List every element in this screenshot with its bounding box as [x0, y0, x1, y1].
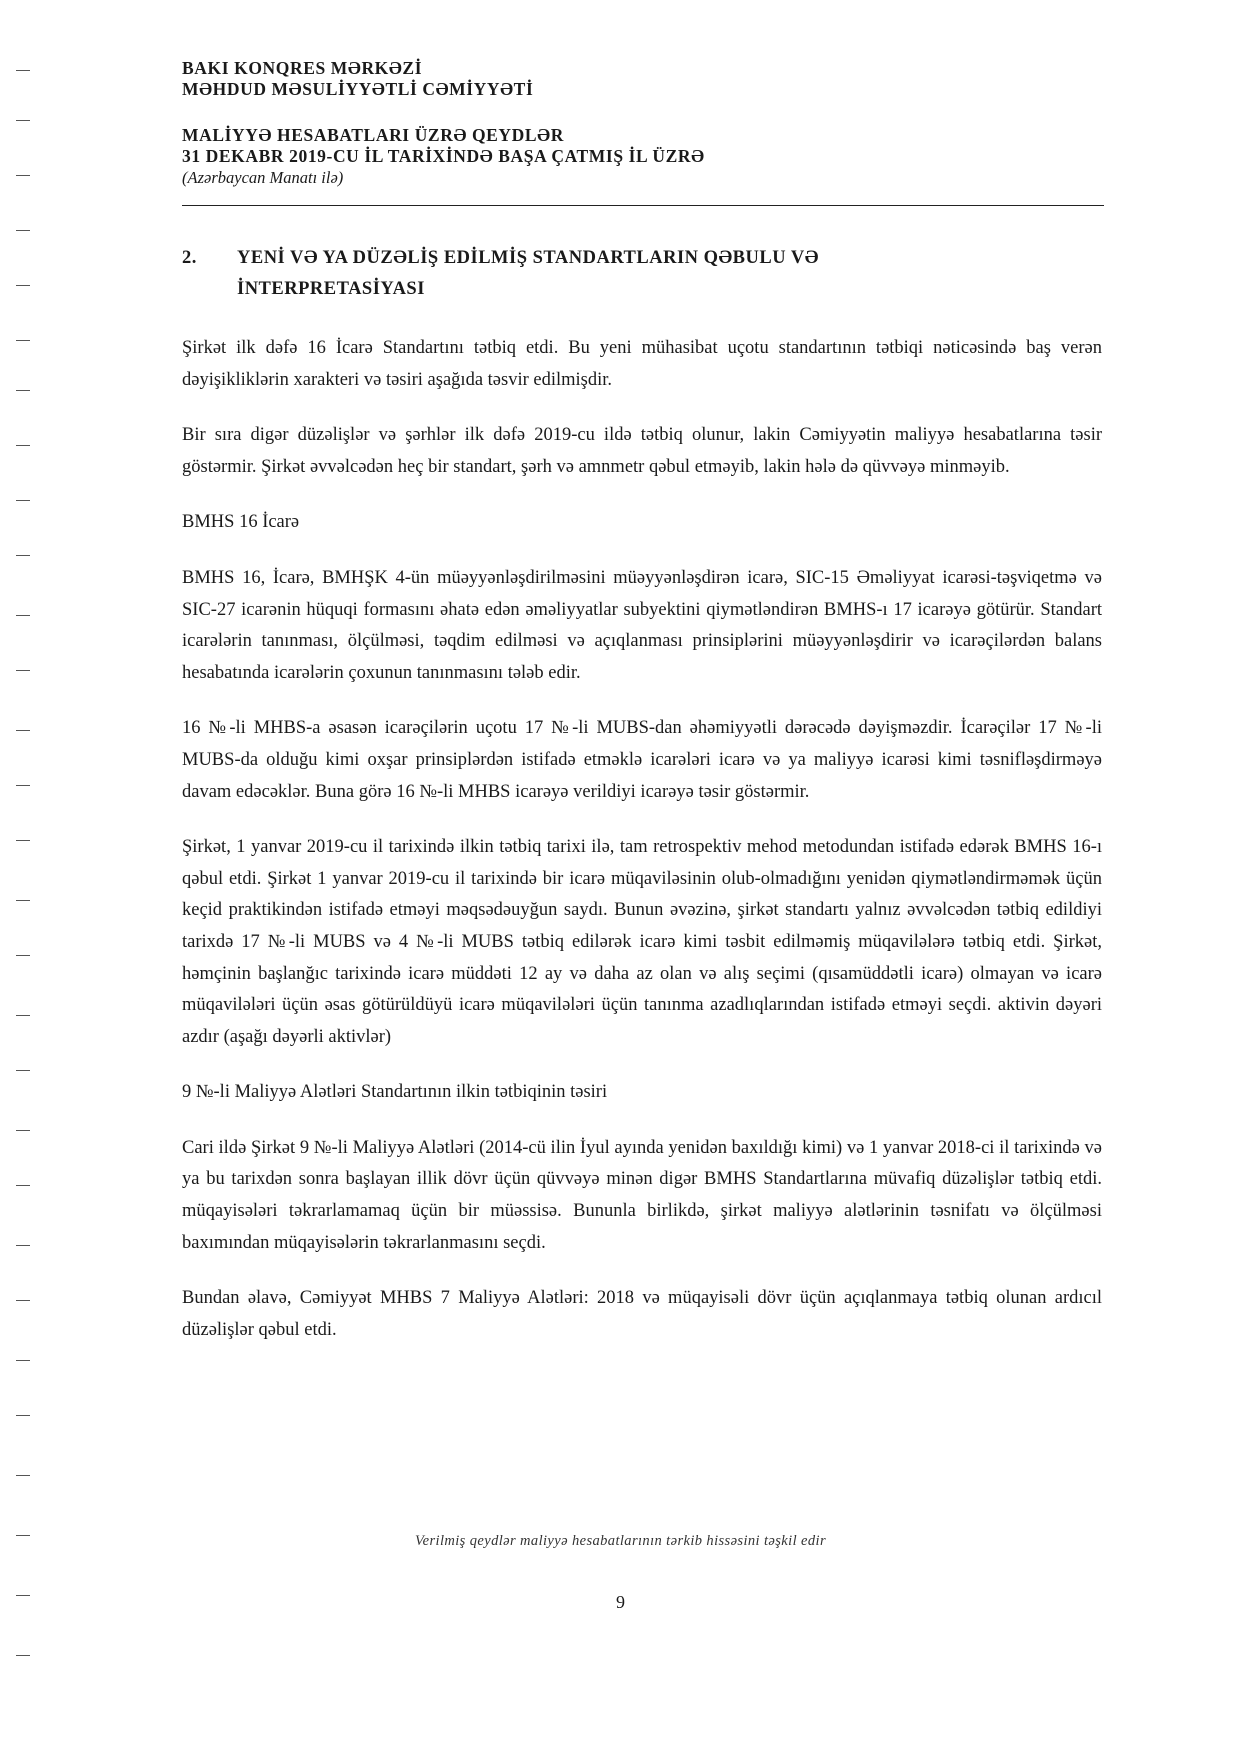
- footer-note: Verilmiş qeydlər maliyyə hesabatlarının tərkib hissəsini təşkil edir: [415, 1533, 826, 1549]
- report-title: [182, 125, 1102, 167]
- paragraph: Bundan əlavə, Cəmiyyət MHBS 7 Maliyyə Alətləri: 2018 və müqayisəli dövr üçün açıqlanmaya tətbiq olunan ardıcıl düzəlişlər qəbul etdi.: [182, 1288, 1102, 1340]
- subheading-ifrs16: BMHS 16 İcarə: [182, 512, 300, 533]
- company-name-line1: BAKI KONQRES MƏRKƏZİ: [182, 58, 423, 78]
- paragraph: BMHS 16, İcarə, BMHŞK 4-ün müəyyənləşdirilməsini müəyyənləşdirən icarə, SIC-15 Əməliyyat icarəsi-təşviqetmə və SIC-27 icarənin hüquqi formasını əhatə edən əməliyyatlar subyektini qiymətləndirən BMHS-ı 17 icarəyə götürür. Standart icarələrin tanınması, ölçülməsi, təqdim edilməsi və açıqlanması prinsiplərini müəyyənləşdirir və icarəçilərdən balans hesabatında icarələrin çoxunun tanınmasını tələb edir.: [182, 567, 1102, 683]
- document-body: [182, 333, 1102, 1370]
- header-divider: [182, 205, 1104, 206]
- company-name-line2: MƏHDUD MƏSULİYYƏTLİ CƏMİYYƏTİ: [182, 79, 534, 99]
- currency-note: (Azərbaycan Manatı ilə): [182, 168, 344, 187]
- page-number: 9: [616, 1592, 625, 1612]
- paragraph: 16 №-li MHBS-a əsasən icarəçilərin uçotu 17 №-li MUBS-dan əhəmiyyətli dərəcədə dəyişməzdir. İcarəçilər 17 №-li MUBS-da olduğu kimi oxşar prinsiplərdən istifadə etməklə icarələri icarə və ya maliyyə icarəsi kimi təsnifləşdirməyə davam edəcəklər. Buna görə 16 №-li MHBS icarəyə verildiyi icarəyə təsir göstərmir.: [182, 718, 1102, 802]
- section-title-line2: İNTERPRETASİYASI: [237, 279, 425, 299]
- paragraph: Cari ildə Şirkət 9 №-li Maliyyə Alətləri (2014-cü ilin İyul ayında yenidən baxıldığı kimi) və 1 yanvar 2018-ci il tarixində və ya bu tarixdən sonra başlayan illik dövr üçün qüvvəyə minən digər BMHS Standartlarına müvafiq düzəlişlər tətbiq etdi. müqayisələri təkrarlamamaq üçün bir müəssisə. Bununla birlikdə, şirkət maliyyə alətlərinin təsnifatı və ölçülməsi baxımından müqayisələrin təkrarlanmasını seçdi.: [182, 1137, 1102, 1253]
- document-header: [182, 58, 1102, 189]
- report-title-line2: 31 DEKABR 2019-CU İL TARİXİNDƏ BAŞA ÇATMIŞ İL ÜZRƏ: [182, 146, 705, 166]
- scan-margin-artifacts: [6, 40, 36, 1720]
- subheading-ifrs9: 9 №-li Maliyyə Alətləri Standartının ilkin tətbiqinin təsiri: [182, 1082, 608, 1103]
- paragraph: Bir sıra digər düzəlişlər və şərhlər ilk dəfə 2019-cu ildə tətbiq olunur, lakin Cəmiyyətin maliyyə hesabatlarına təsir göstərmir. Şirkət əvvəlcədən heç bir standart, şərh və amnmetr qəbul etməyib, lakin hələ də qüvvəyə minməyib.: [182, 425, 1102, 477]
- section-number: 2.: [182, 248, 197, 268]
- paragraph: Şirkət ilk dəfə 16 İcarə Standartını tətbiq etdi. Bu yeni mühasibat uçotu standartının tətbiqi nəticəsində baş verən dəyişikliklərin xarakteri və təsiri aşağıda təsvir edilmişdir.: [182, 338, 1102, 390]
- company-name: [182, 58, 1102, 100]
- report-title-line1: MALİYYƏ HESABATLARI ÜZRƏ QEYDLƏR: [182, 125, 564, 145]
- section-title-line1: YENİ VƏ YA DÜZƏLİŞ EDİLMİŞ STANDARTLARIN QƏBULU VƏ: [237, 248, 819, 268]
- section-heading: [182, 243, 1082, 305]
- paragraph: Şirkət, 1 yanvar 2019-cu il tarixində ilkin tətbiq tarixi ilə, tam retrospektiv mehod metodundan istifadə edərək BMHS 16-ı qəbul etdi. Şirkət 1 yanvar 2019-cu il tarixində bir icarə müqaviləsinin olub-olmadığını yenidən qiymətləndirməmək üçün keçid praktikindən istifadə etməyi məqsədəuyğun saydı. Bunun əvəzinə, şirkət standartı yalnız əvvəlcədən tətbiq edildiyi tarixdə 17 №-li MUBS və 4 №-li MUBS tətbiq edilərək icarə kimi təsbit edilməmiş müqavilələrə tətbiq etdi. Şirkət, həmçinin başlanğıc tarixində icarə müddəti 12 ay və daha az olan və alış seçimi (qısamüddətli icarə) olmayan və icarə müqavilələri üçün əsas götürüldüyü icarə müqavilələri üçün tanınma azadlıqlarından istifadə etməyi seçdi. aktivin dəyəri azdır (aşağı dəyərli aktivlər): [182, 837, 1102, 1047]
